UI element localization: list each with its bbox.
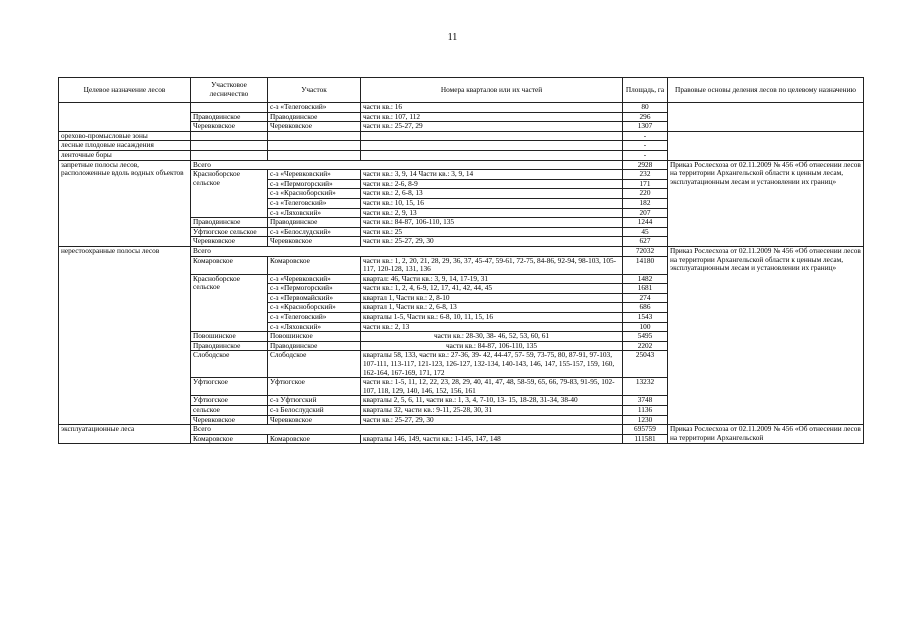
area-cell: 80	[623, 103, 668, 113]
area-cell: 14180	[623, 256, 668, 274]
quarters-cell: части кв.: 1, 2, 4, 6-9, 12, 17, 41, 42, 44, 45	[361, 284, 623, 294]
section-cell: Повошинское	[268, 332, 361, 342]
section-cell	[268, 150, 361, 160]
quarters-cell: части кв.: 25	[361, 227, 623, 237]
section-cell: Черевковское	[268, 237, 361, 247]
quarters-cell: кварталы 32, части кв.: 9-11, 25-28, 30, 31	[361, 406, 623, 416]
section-cell: Комаровское	[268, 434, 361, 444]
quarters-cell: части кв.: 10, 15, 16	[361, 198, 623, 208]
section-cell: Черевковское	[268, 415, 361, 425]
district-cell: Красноборское сельское	[191, 274, 268, 332]
table-header-row	[59, 78, 864, 103]
section-cell: Праводвинское	[268, 341, 361, 351]
quarters-cell: квартал: 46, Части кв.: 3, 9, 14, 17-19, 31	[361, 274, 623, 284]
section-cell: Комаровское	[268, 256, 361, 274]
section-cell: Праводвинское	[268, 112, 361, 122]
district-cell: Праводвинское	[191, 112, 268, 122]
area-cell: -	[623, 141, 668, 151]
section-cell: с-з «Пермогорский»	[268, 284, 361, 294]
section-cell: с-з «Красноборский»	[268, 189, 361, 199]
area-cell: -	[623, 150, 668, 160]
quarters-cell: части кв.: 1, 2, 20, 21, 28, 29, 36, 37, 45-47, 59-61, 72-75, 84-86, 92-94, 98-103, 105-117, 120-128, 131, 136	[361, 256, 623, 274]
district-cell: Черевковское	[191, 122, 268, 132]
district-cell: Комаровское	[191, 434, 268, 444]
district-cell: Слободское	[191, 351, 268, 378]
table-row	[59, 425, 864, 435]
district-cell	[191, 131, 268, 141]
table-row	[59, 246, 864, 256]
quarters-cell: части кв.: 2, 6-8, 13	[361, 189, 623, 199]
section-cell: Черевковское	[268, 122, 361, 132]
district-cell: Всего	[191, 160, 623, 170]
area-cell: 100	[623, 322, 668, 332]
area-cell: 2202	[623, 341, 668, 351]
header-legal-basis: Правовые основы деления лесов по целевому назначению	[668, 78, 864, 103]
area-cell: 45	[623, 227, 668, 237]
area-cell: 1244	[623, 218, 668, 228]
section-cell: с-з Белослудский	[268, 406, 361, 416]
area-cell: 1482	[623, 274, 668, 284]
quarters-cell: части кв.: 2, 13	[361, 322, 623, 332]
quarters-cell	[361, 131, 623, 141]
area-cell: 1543	[623, 313, 668, 323]
purpose-cell: запретные полосы лесов, расположенные вдоль водных объектов	[59, 160, 191, 246]
area-cell: 220	[623, 189, 668, 199]
district-cell: Уфтюгское	[191, 378, 268, 396]
area-cell: 695759	[623, 425, 668, 435]
area-cell: 25043	[623, 351, 668, 378]
area-cell: 13232	[623, 378, 668, 396]
district-cell: Красноборское сельское	[191, 170, 268, 218]
district-cell: Праводвинское	[191, 218, 268, 228]
district-cell: Комаровское	[191, 256, 268, 274]
section-cell	[268, 131, 361, 141]
area-cell: 5495	[623, 332, 668, 342]
section-cell: с-з «Ляховский»	[268, 322, 361, 332]
section-cell: с-з «Ляховский»	[268, 208, 361, 218]
table-row	[59, 131, 864, 141]
page-number: 11	[447, 32, 458, 43]
district-cell	[191, 103, 268, 113]
header-purpose: Целевое назначение лесов	[59, 78, 191, 103]
section-cell: с-з «Телеговский»	[268, 198, 361, 208]
section-cell: Слободское	[268, 351, 361, 378]
area-cell: 1681	[623, 284, 668, 294]
legal-basis-cell: Приказ Рослесхоза от 02.11.2009 № 456 «Об отнесении лесов на территории Архангельской	[668, 425, 864, 444]
section-cell: с-з «Телеговский»	[268, 313, 361, 323]
area-cell: 171	[623, 179, 668, 189]
quarters-cell: части кв.: 28-30, 38- 46, 52, 53, 60, 61	[361, 332, 623, 342]
district-cell: Праводвинское	[191, 341, 268, 351]
table-row	[59, 160, 864, 170]
legal-basis-cell: Приказ Рослесхоза от 02.11.2009 № 456 «Об отнесении лесов на территории Архангельской области к ценным лесам, эксплуатационным лесам и установлении их границ»	[668, 246, 864, 424]
section-cell: с-з «Красноборский»	[268, 303, 361, 313]
header-quarters: Номера кварталов или их частей	[361, 78, 623, 103]
district-cell: Уфтюгское сельское	[191, 227, 268, 237]
quarters-cell: части кв.: 25-27, 29	[361, 122, 623, 132]
purpose-cell	[59, 103, 191, 132]
area-cell: 686	[623, 303, 668, 313]
section-cell: с-з «Пермогорский»	[268, 179, 361, 189]
area-cell: 1230	[623, 415, 668, 425]
area-cell: 2928	[623, 160, 668, 170]
area-cell: 627	[623, 237, 668, 247]
quarters-cell: части кв.: 107, 112	[361, 112, 623, 122]
purpose-cell: ленточные боры	[59, 150, 191, 160]
quarters-cell: части кв.: 2-6, 8-9	[361, 179, 623, 189]
area-cell: 1136	[623, 406, 668, 416]
quarters-cell: квартал 1, Части кв.: 2, 6-8, 13	[361, 303, 623, 313]
quarters-cell: части кв.: 16	[361, 103, 623, 113]
purpose-cell: лесные плодовые насаждения	[59, 141, 191, 151]
purpose-cell: орехово-промысловые зоны	[59, 131, 191, 141]
quarters-cell: кварталы 146, 149, части кв.: 1-145, 147, 148	[361, 434, 623, 444]
purpose-cell: нерестоохранные полосы лесов	[59, 246, 191, 424]
section-cell: с-з «Черевковский»	[268, 274, 361, 284]
district-cell: сельское	[191, 406, 268, 416]
district-cell	[191, 141, 268, 151]
header-area: Площадь, га	[623, 78, 668, 103]
header-section: Участок	[268, 78, 361, 103]
district-cell: Повошинское	[191, 332, 268, 342]
section-cell: с-з Уфтюгский	[268, 396, 361, 406]
table-row	[59, 103, 864, 113]
district-cell: Всего	[191, 425, 623, 435]
quarters-cell: кварталы 58, 133, части кв.: 27-36, 39- 42, 44-47, 57- 59, 73-75, 80, 87-91, 97-103, 107-111, 113-117, 121-123, 126-127, 132-134, 140-143, 146, 147, 155-157, 159, 160, 162-164, 167-169, 171, 172	[361, 351, 623, 378]
quarters-cell: части кв.: 84-87, 106-110, 135	[361, 218, 623, 228]
legal-basis-cell	[668, 131, 864, 160]
legal-basis-cell	[668, 103, 864, 132]
area-cell: 1307	[623, 122, 668, 132]
section-cell: с-з «Черевковский»	[268, 170, 361, 180]
area-cell: -	[623, 131, 668, 141]
area-cell: 72032	[623, 246, 668, 256]
header-district: Участковое лесничество	[191, 78, 268, 103]
section-cell: Праводвинское	[268, 218, 361, 228]
district-cell: Черевковское	[191, 415, 268, 425]
section-cell: с-з «Первомайский»	[268, 293, 361, 303]
quarters-cell: части кв.: 25-27, 29, 30	[361, 415, 623, 425]
area-cell: 3748	[623, 396, 668, 406]
quarters-cell: части кв.: 2, 9, 13	[361, 208, 623, 218]
forest-purpose-table	[58, 77, 864, 444]
quarters-cell: части кв.: 25-27, 29, 30	[361, 237, 623, 247]
area-cell: 111581	[623, 434, 668, 444]
section-cell: с-з «Белослудский»	[268, 227, 361, 237]
quarters-cell: кварталы 1-5, Части кв.: 6-8, 10, 11, 15, 16	[361, 313, 623, 323]
district-cell: Всего	[191, 246, 623, 256]
section-cell	[268, 141, 361, 151]
area-cell: 232	[623, 170, 668, 180]
area-cell: 296	[623, 112, 668, 122]
district-cell	[191, 150, 268, 160]
quarters-cell	[361, 150, 623, 160]
quarters-cell: части кв.: 3, 9, 14 Части кв.: 3, 9, 14	[361, 170, 623, 180]
quarters-cell	[361, 141, 623, 151]
quarters-cell: квартал 1, Части кв.: 2, 8-10	[361, 293, 623, 303]
purpose-cell: эксплуатационные леса	[59, 425, 191, 444]
section-cell: Уфтюгское	[268, 378, 361, 396]
district-cell: Уфтюгское	[191, 396, 268, 406]
quarters-cell: части кв.: 84-87, 106-110, 135	[361, 341, 623, 351]
quarters-cell: части кв.: 1-5, 11, 12, 22, 23, 28, 29, 40, 41, 47, 48, 58-59, 65, 66, 79-83, 91-95, 102-107, 118, 129, 140, 146, 152, 156, 161	[361, 378, 623, 396]
district-cell: Черевковское	[191, 237, 268, 247]
quarters-cell: кварталы 2, 5, 6, 11, части кв.: 1, 3, 4, 7-10, 13- 15, 18-28, 31-34, 38-40	[361, 396, 623, 406]
legal-basis-cell: Приказ Рослесхоза от 02.11.2009 № 456 «Об отнесении лесов на территории Архангельской области к ценным лесам, эксплуатационным лесам и установлении их границ»	[668, 160, 864, 246]
area-cell: 182	[623, 198, 668, 208]
area-cell: 274	[623, 293, 668, 303]
area-cell: 207	[623, 208, 668, 218]
section-cell: с-з «Телеговский»	[268, 103, 361, 113]
